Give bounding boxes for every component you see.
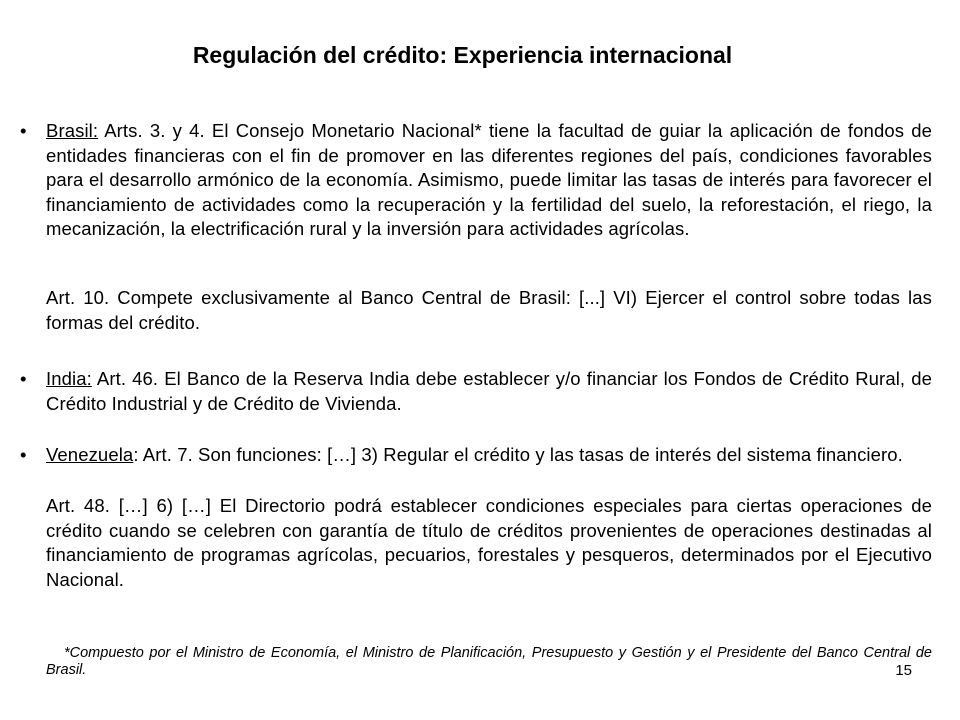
paragraph-brasil [46,119,932,242]
bullet-venezuela: • [20,444,27,465]
page-number: 15 [895,662,912,679]
bullet-brasil: • [20,120,27,141]
footnote-text: *Compuesto por el Ministro de Economía, el Ministro de Planificación, Presupuesto y Gestión y el Presidente del Banco Central de Brasil. [46,645,932,678]
label-india: India: [46,368,92,389]
text-india: Art. 46. El Banco de la Reserva India debe establecer y/o financiar los Fondos de Crédito Rural, de Crédito Industrial y de Crédito de Vivienda. [46,368,932,414]
paragraph-brasil-art10: Art. 10. Compete exclusivamente al Banco Central de Brasil: [...] VI) Ejercer el control sobre todas las formas del crédito. [46,287,932,333]
page-title: Regulación del crédito: Experiencia internacional [192,42,733,68]
text-brasil: Arts. 3. y 4. El Consejo Monetario Nacional* tiene la facultad de guiar la aplicación de fondos de entidades financieras con el fin de promover en las diferentes regiones del país, condiciones favorables para el desarrollo armónico de la economía. Asimismo, puede limitar las tasas de interés para favorecer el financiamiento de actividades como la recuperación y la fertilidad del suelo, la reforestación, el riego, la mecanización, la electrificación rural y la inversión para actividades agrícolas. [46,120,932,239]
paragraph-venezuela [46,443,932,468]
bullet-india: • [20,368,27,389]
text-venezuela: : Art. 7. Son funciones: […] 3) Regular el crédito y las tasas de interés del sistema financiero. [133,444,903,465]
paragraph-venezuela-art48: Art. 48. […] 6) […] El Directorio podrá establecer condiciones especiales para ciertas operaciones de crédito cuando se celebren con garantía de título de créditos provenientes de operaciones destinadas al financiamiento de programas agrícolas, pecuarios, forestales y pesqueros, determinados por el Ejecutivo Nacional. [46,495,932,590]
label-venezuela: Venezuela [46,444,134,465]
footnote [46,645,932,679]
label-brasil: Brasil: [46,120,99,141]
paragraph-india [46,367,932,416]
